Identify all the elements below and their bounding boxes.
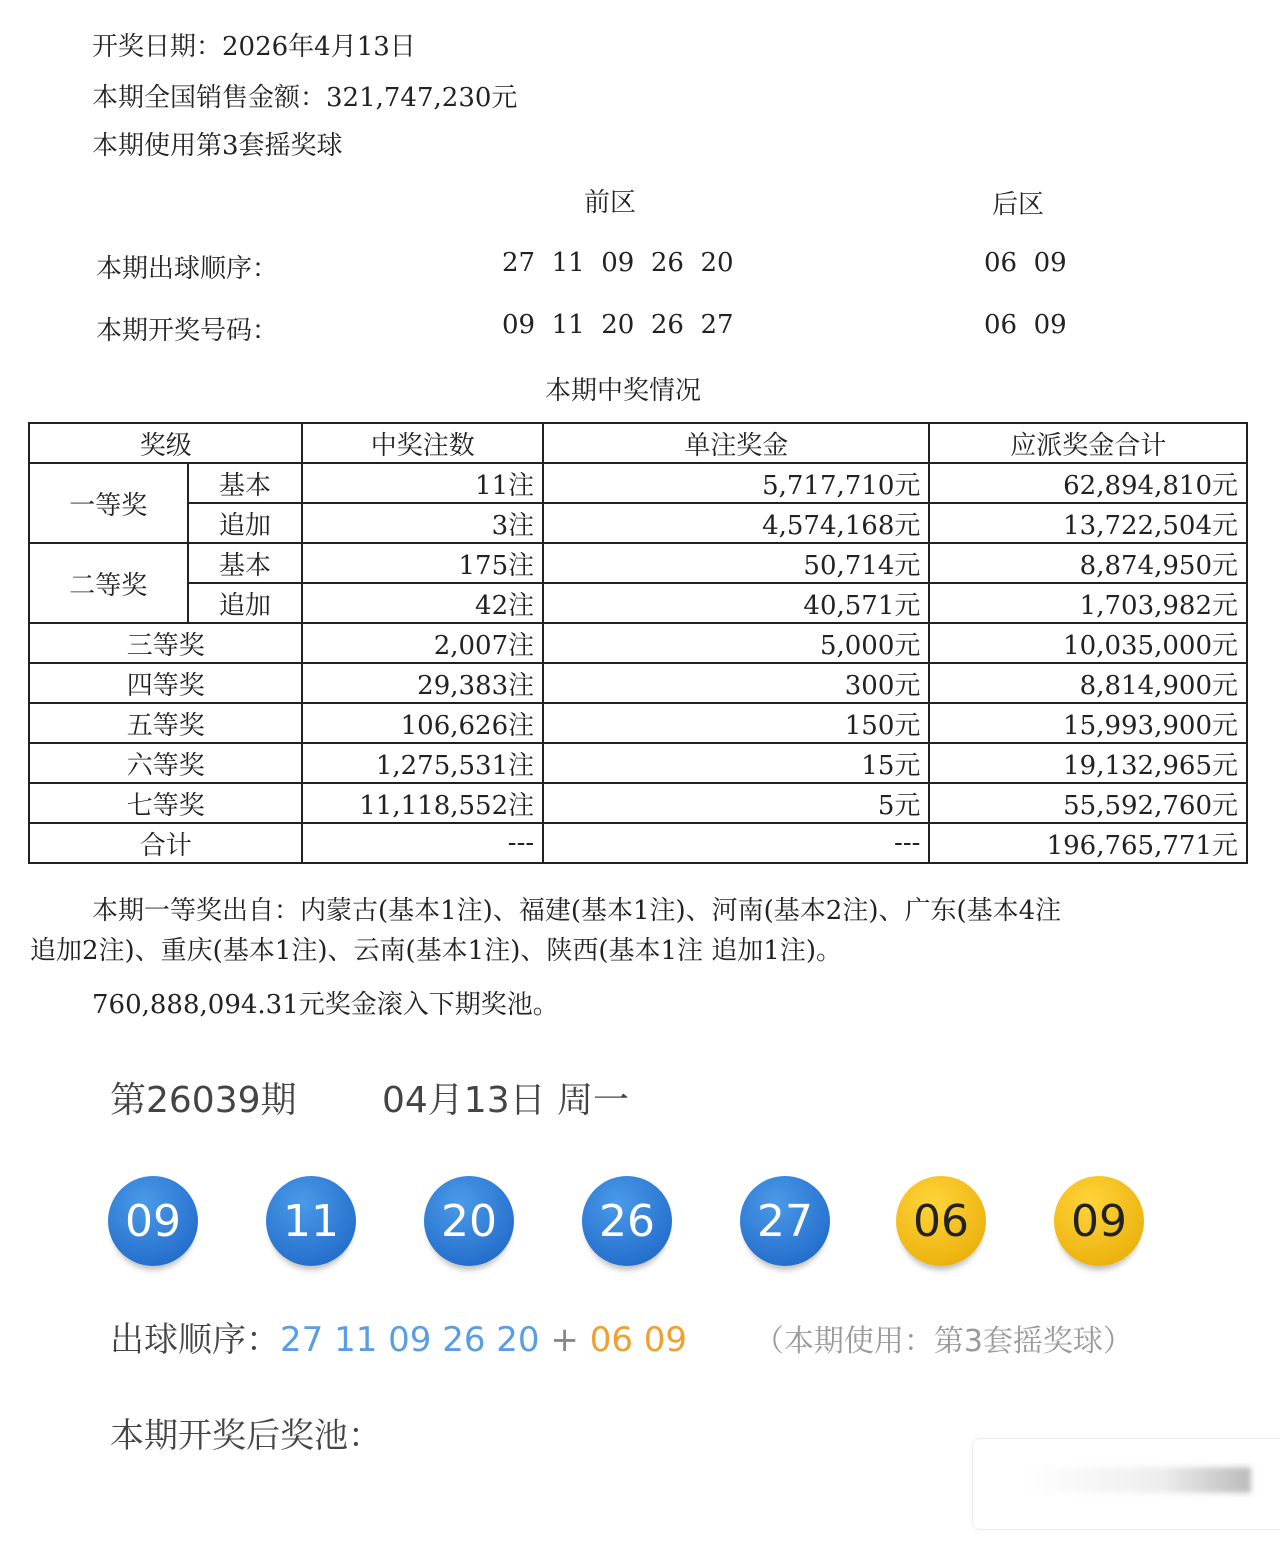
count: 11,118,552注 (302, 783, 543, 823)
back-ball: 09 (1054, 1176, 1144, 1266)
level: 六等奖 (29, 743, 302, 783)
total: 62,894,810元 (929, 463, 1247, 503)
table-row (29, 583, 1247, 623)
table-row (29, 663, 1247, 703)
issue-number: 第26039期 (110, 1080, 297, 1121)
level: 一等奖 (29, 463, 188, 543)
blurred-pool-value (1023, 1467, 1251, 1493)
count: 2,007注 (302, 623, 543, 663)
prize: --- (543, 823, 929, 863)
order-back: 06 09 (984, 248, 1067, 278)
first-prize-origin-line2: 追加2注)、重庆(基本1注)、云南(基本1注)、陕西(基本1注 追加1注)。 (30, 936, 842, 966)
sub-level: 基本 (188, 543, 303, 583)
rollover-note: 760,888,094.31元奖金滚入下期奖池。 (92, 990, 559, 1020)
level: 五等奖 (29, 703, 302, 743)
count: 3注 (302, 503, 543, 543)
level: 七等奖 (29, 783, 302, 823)
count: 175注 (302, 543, 543, 583)
total: 8,874,950元 (929, 543, 1247, 583)
ball-set: 本期使用第3套摇奖球 (92, 131, 343, 161)
table-row-total (29, 823, 1247, 863)
front-ball: 09 (108, 1176, 198, 1266)
table-row (29, 783, 1247, 823)
front-ball: 20 (424, 1176, 514, 1266)
result-back: 06 09 (984, 310, 1067, 340)
result-label: 本期开奖号码： (96, 316, 279, 346)
level: 合计 (29, 823, 302, 863)
result-front: 09 11 20 26 27 (502, 310, 734, 340)
table-row (29, 503, 1247, 543)
table-row (29, 743, 1247, 783)
table-row (29, 463, 1247, 503)
count: 11注 (302, 463, 543, 503)
col-level: 奖级 (29, 423, 302, 463)
ball-set-note: （本期使用：第3套摇奖球） (753, 1324, 1133, 1359)
count: 29,383注 (302, 663, 543, 703)
prize: 150元 (543, 703, 929, 743)
front-zone-label: 前区 (584, 188, 637, 218)
table-row (29, 703, 1247, 743)
level: 三等奖 (29, 623, 302, 663)
prize: 5,717,710元 (543, 463, 929, 503)
prize: 5,000元 (543, 623, 929, 663)
issue-date: 04月13日 周一 (382, 1080, 630, 1121)
total: 15,993,900元 (929, 703, 1247, 743)
back-ball: 06 (896, 1176, 986, 1266)
total: 1,703,982元 (929, 583, 1247, 623)
prize: 4,574,168元 (543, 503, 929, 543)
count: 1,275,531注 (302, 743, 543, 783)
prize: 40,571元 (543, 583, 929, 623)
plus-sign: + (550, 1320, 579, 1360)
front-ball: 26 (582, 1176, 672, 1266)
sales-amount: 本期全国销售金额：321,747,230元 (92, 83, 518, 113)
count: 42注 (302, 583, 543, 623)
count: --- (302, 823, 543, 863)
app-order-row (110, 1312, 1133, 1361)
level: 四等奖 (29, 663, 302, 703)
front-ball: 27 (740, 1176, 830, 1266)
sub-level: 追加 (188, 503, 303, 543)
prize: 15元 (543, 743, 929, 783)
table-row (29, 623, 1247, 663)
prize: 50,714元 (543, 543, 929, 583)
total: 19,132,965元 (929, 743, 1247, 783)
pool-label: 本期开奖后奖池： (110, 1416, 382, 1456)
app-order-front: 27 11 09 26 20 (280, 1320, 540, 1360)
first-prize-origin-line1: 本期一等奖出自：内蒙古(基本1注)、福建(基本1注)、河南(基本2注)、广东(基本4注 (92, 896, 1062, 926)
sub-level: 基本 (188, 463, 303, 503)
col-count: 中奖注数 (302, 423, 543, 463)
app-order-back: 06 09 (589, 1320, 688, 1360)
count: 106,626注 (302, 703, 543, 743)
table-title: 本期中奖情况 (545, 376, 702, 406)
total: 13,722,504元 (929, 503, 1247, 543)
level: 二等奖 (29, 543, 188, 623)
col-total: 应派奖金合计 (929, 423, 1247, 463)
prize: 5元 (543, 783, 929, 823)
order-label: 本期出球顺序： (96, 254, 279, 284)
sub-level: 追加 (188, 583, 303, 623)
table-header (29, 423, 1247, 463)
front-ball: 11 (266, 1176, 356, 1266)
total: 8,814,900元 (929, 663, 1247, 703)
total: 55,592,760元 (929, 783, 1247, 823)
back-zone-label: 后区 (992, 190, 1045, 220)
table-row (29, 543, 1247, 583)
prize-table (28, 422, 1248, 864)
prize: 300元 (543, 663, 929, 703)
total: 196,765,771元 (929, 823, 1247, 863)
order-front: 27 11 09 26 20 (502, 248, 734, 278)
draw-date: 开奖日期：2026年4月13日 (92, 32, 416, 62)
total: 10,035,000元 (929, 623, 1247, 663)
col-prize: 单注奖金 (543, 423, 929, 463)
app-order-label: 出球顺序： (110, 1320, 280, 1360)
pool-value-box (972, 1438, 1280, 1530)
